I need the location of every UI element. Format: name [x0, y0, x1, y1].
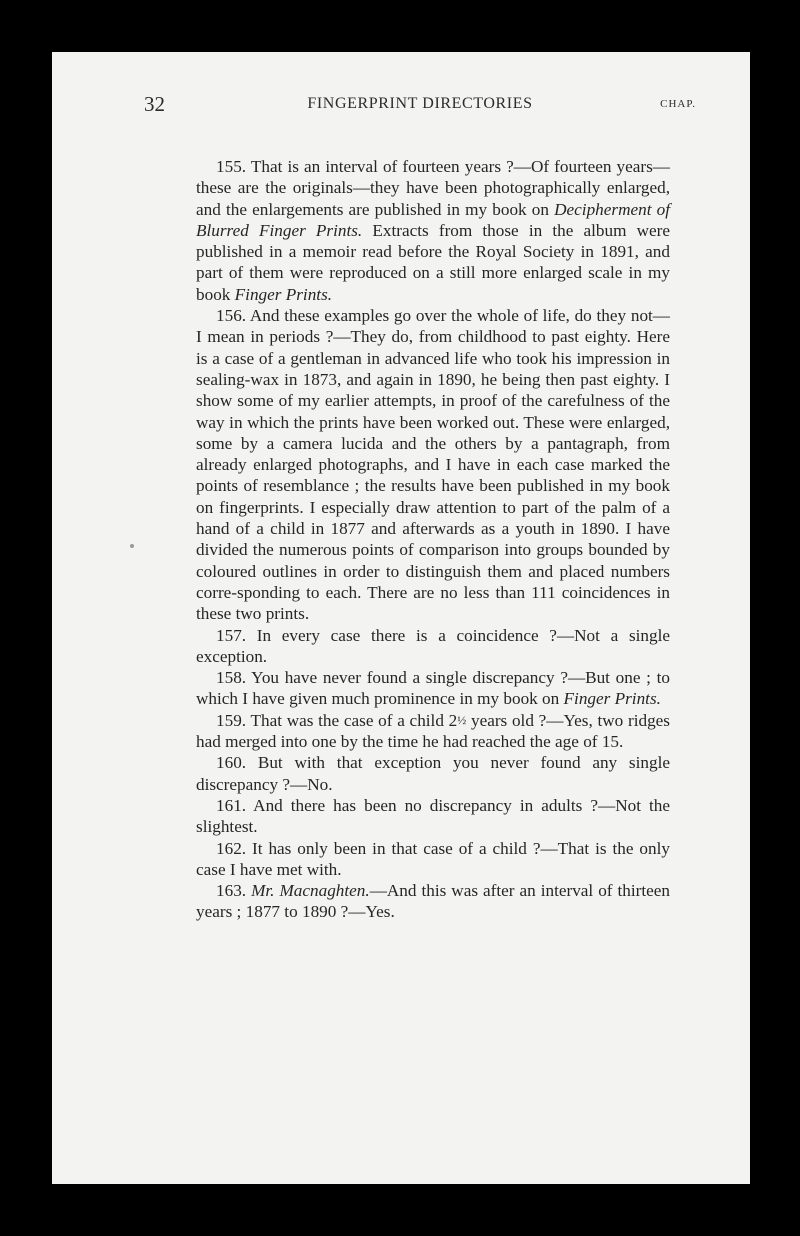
paragraph-text: Extracts from those in the album were published in a memoir read before the Royal Society in 1891, and part of them were reproduced on a still more enlarged scale in my book [196, 220, 670, 304]
chapter-label: CHAP. [660, 98, 696, 110]
speaker-name: Mr. Macnaghten. [251, 881, 370, 901]
italic-title: Finger Prints. [563, 689, 661, 709]
paragraph-text: 159. That was the case of a child 2 [216, 710, 458, 730]
paragraph-text: 155. That is an interval of fourteen years ?—Of fourteen years—these are the originals—they have been photographically enlarged, and the enlargements are published in my book on [196, 157, 670, 219]
paragraph-158 [196, 667, 670, 710]
italic-title: Finger Prints. [234, 284, 333, 304]
paragraph-156: 156. And these examples go over the whole of life, do they not—I mean in periods ?—They do, from childhood to past eighty. Here is a case of a gentleman in advanced life who took his impression in sealing-wax in 1873, and again in 1890, he being then past eighty. I show some of my earlier attempts, in proof of the carefulness of the way in which the prints have been worked out. These were enlarged, some by a camera lucida and the others by a pantagraph, from already enlarged photographs, and I have in each case marked the points of resemblance ; the results have been published in my book on fingerprints. I especially draw attention to part of the palm of a hand of a child in 1877 and afterwards as a youth in 1890. I have divided the numerous points of comparison into groups bounded by coloured outlines in order to distinguish them and placed numbers corre-sponding to each. There are no less than 111 coincidences in these two prints. [196, 306, 670, 624]
ink-speck [130, 544, 134, 548]
paragraph-text: 163. [216, 881, 252, 901]
running-title: FINGERPRINT DIRECTORIES [307, 95, 533, 112]
paragraph-text: —And this was after an interval of thirteen years ; 1877 to 1890 ?—Yes. [196, 881, 671, 922]
paragraph-161: 161. And there has been no discrepancy in adults ?—Not the slightest. [196, 795, 670, 837]
paragraph-text: 158. You have never found a single discrepancy ?—But one ; to which I have given much prominence in my book on [196, 668, 670, 709]
paragraph-157: 157. In every case there is a coincidence ?—Not a single exception. [196, 625, 670, 666]
page-header [144, 92, 696, 120]
italic-title: Decipherment of Blurred Finger Prints. [196, 199, 670, 240]
page-number: 32 [144, 92, 165, 116]
paragraph-155 [196, 156, 670, 305]
fraction: ½ [457, 712, 467, 727]
paragraph-162: 162. It has only been in that case of a child ?—That is the only case I have met with. [196, 838, 670, 879]
paragraph-text: years old ?—Yes, two ridges had merged into one by the time he had reached the age of 15. [196, 710, 670, 752]
paragraph-159 [196, 710, 670, 753]
paragraph-163 [196, 880, 670, 923]
page-body [196, 156, 670, 923]
paragraph-160: 160. But with that exception you never found any single discrepancy ?—No. [196, 753, 670, 794]
